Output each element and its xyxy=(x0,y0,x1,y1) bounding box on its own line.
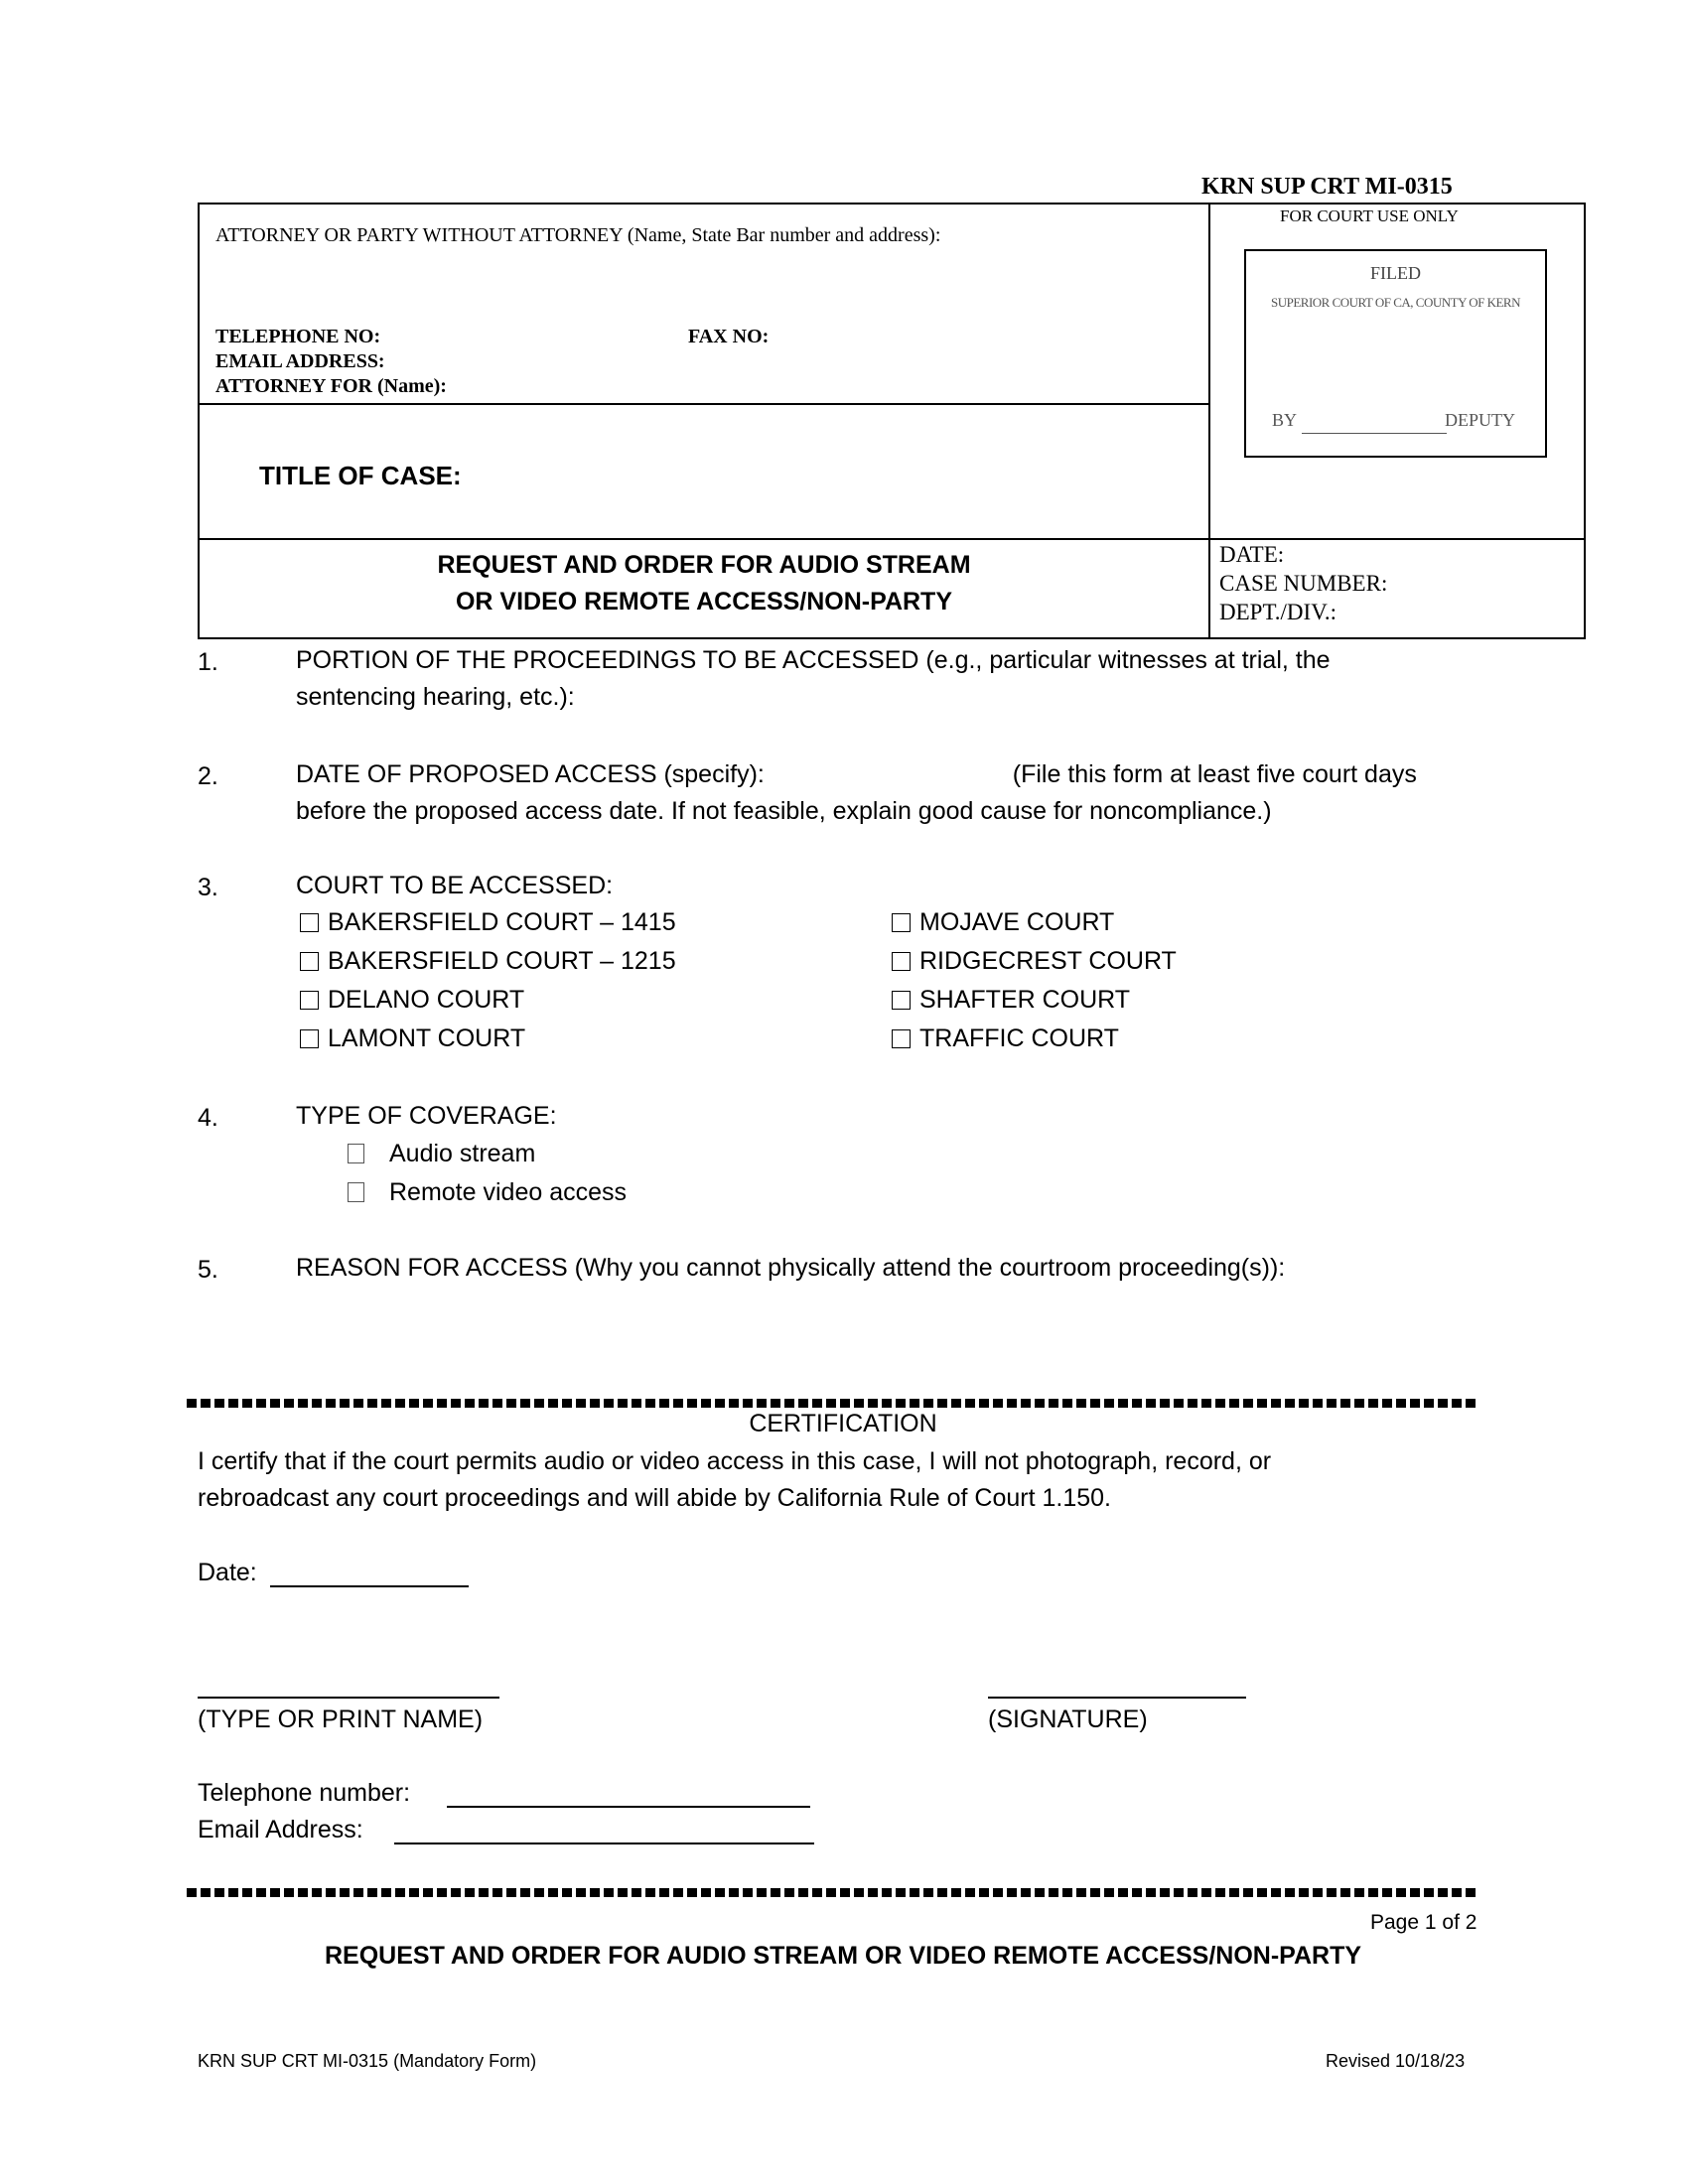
document-title-line1: REQUEST AND ORDER FOR AUDIO STREAM xyxy=(437,551,971,579)
coverage-option-label: Remote video access xyxy=(389,1178,628,1206)
signature-label: (SIGNATURE) xyxy=(988,1706,1148,1733)
court-option-label: BAKERSFIELD COURT – 1415 xyxy=(328,908,676,936)
filed-stamp-box xyxy=(1244,249,1547,458)
checkbox[interactable] xyxy=(348,1182,364,1202)
email-label: EMAIL ADDRESS: xyxy=(215,350,385,372)
court-option-bakersfield-1415[interactable] xyxy=(300,908,676,937)
court-option-ridgecrest[interactable] xyxy=(892,947,1177,976)
item-2-text xyxy=(296,756,1417,830)
coverage-option-video[interactable] xyxy=(348,1178,627,1207)
court-option-label: RIDGECREST COURT xyxy=(919,947,1177,975)
header-divider-title xyxy=(200,538,1584,540)
court-option-label: DELANO COURT xyxy=(328,986,525,1014)
item-3-label: COURT TO BE ACCESSED: xyxy=(296,872,614,899)
cert-email-field[interactable] xyxy=(394,1843,814,1844)
footer-revised: Revised 10/18/23 xyxy=(1326,2051,1466,2071)
checkbox[interactable] xyxy=(300,991,319,1010)
certification-heading: CERTIFICATION xyxy=(749,1410,937,1437)
footer-form-id: KRN SUP CRT MI-0315 (Mandatory Form) xyxy=(198,2051,537,2071)
filed-label: FILED xyxy=(1370,263,1421,283)
attorney-for-label: ATTORNEY FOR (Name): xyxy=(215,375,447,397)
fax-label: FAX NO: xyxy=(688,326,770,347)
footer-title: REQUEST AND ORDER FOR AUDIO STREAM OR VIDEO REMOTE ACCESS/NON-PARTY xyxy=(324,1942,1362,1970)
telephone-label: TELEPHONE NO: xyxy=(215,326,381,347)
cert-telephone-field[interactable] xyxy=(447,1806,810,1808)
coverage-option-audio[interactable] xyxy=(348,1140,535,1168)
page-number: Page 1 of 2 xyxy=(1370,1911,1477,1934)
checkbox[interactable] xyxy=(892,1029,911,1048)
print-name-label: (TYPE OR PRINT NAME) xyxy=(198,1706,484,1733)
certification-line1: I certify that if the court permits audio or video access in this case, I will not photograph, record, or xyxy=(198,1447,1272,1475)
document-title-line2: OR VIDEO REMOTE ACCESS/NON-PARTY xyxy=(455,588,953,615)
date-label: DATE: xyxy=(1219,542,1285,567)
filed-by-label: BY xyxy=(1272,410,1298,430)
court-option-label: TRAFFIC COURT xyxy=(919,1024,1119,1052)
item-4-label: TYPE OF COVERAGE: xyxy=(296,1102,557,1130)
filed-deputy-label: DEPUTY xyxy=(1445,410,1515,430)
cert-date-field[interactable] xyxy=(270,1585,469,1587)
item-2-note: (File this form at least five court days xyxy=(1012,760,1417,788)
document-title xyxy=(200,547,1208,620)
checkbox[interactable] xyxy=(300,913,319,932)
filed-court-name: SUPERIOR COURT OF CA, COUNTY OF KERN xyxy=(1270,295,1520,310)
item-5-number: 5. xyxy=(198,1256,218,1284)
item-3-number: 3. xyxy=(198,874,218,901)
checkbox[interactable] xyxy=(348,1144,364,1163)
form-code-top: KRN SUP CRT MI-0315 xyxy=(1201,174,1453,200)
cert-telephone-label: Telephone number: xyxy=(198,1779,411,1807)
item-1-line1: PORTION OF THE PROCEEDINGS TO BE ACCESSED (e.g., particular witnesses at trial, the xyxy=(296,646,1331,674)
court-option-lamont[interactable] xyxy=(300,1024,525,1053)
court-use-only-label: FOR COURT USE ONLY xyxy=(1280,206,1459,225)
attorney-label: ATTORNEY OR PARTY WITHOUT ATTORNEY (Name, State Bar number and address): xyxy=(215,224,941,246)
court-option-bakersfield-1215[interactable] xyxy=(300,947,676,976)
item-2-line2: before the proposed access date. If not feasible, explain good cause for noncompliance.) xyxy=(296,797,1272,825)
coverage-option-label: Audio stream xyxy=(389,1140,536,1167)
checkbox[interactable] xyxy=(300,1029,319,1048)
court-option-label: LAMONT COURT xyxy=(328,1024,526,1052)
title-of-case-label: TITLE OF CASE: xyxy=(259,461,462,490)
header-divider-vertical xyxy=(1208,205,1210,637)
case-number-label: CASE NUMBER: xyxy=(1219,571,1388,596)
certification-line2: rebroadcast any court proceedings and will abide by California Rule of Court 1.150. xyxy=(198,1484,1111,1512)
court-option-label: MOJAVE COURT xyxy=(919,908,1115,936)
item-4-number: 4. xyxy=(198,1104,218,1132)
item-1-line2: sentencing hearing, etc.): xyxy=(296,683,575,711)
court-option-shafter[interactable] xyxy=(892,986,1130,1015)
checkbox[interactable] xyxy=(892,913,911,932)
signature-field[interactable] xyxy=(988,1697,1246,1699)
dept-label: DEPT./DIV.: xyxy=(1219,600,1336,624)
filed-by-line xyxy=(1302,433,1447,434)
court-option-delano[interactable] xyxy=(300,986,524,1015)
item-1-number: 1. xyxy=(198,648,218,676)
court-option-label: SHAFTER COURT xyxy=(919,986,1131,1014)
checkbox[interactable] xyxy=(892,952,911,971)
dotted-separator-top xyxy=(187,1399,1477,1408)
header-divider-attorney xyxy=(200,403,1208,405)
checkbox[interactable] xyxy=(892,991,911,1010)
court-option-mojave[interactable] xyxy=(892,908,1114,937)
item-2-number: 2. xyxy=(198,762,218,790)
item-5-label: REASON FOR ACCESS (Why you cannot physically attend the courtroom proceeding(s)): xyxy=(296,1254,1286,1282)
caption-header-box xyxy=(198,203,1586,639)
cert-date-label: Date: xyxy=(198,1559,257,1586)
dotted-separator-bottom xyxy=(187,1888,1477,1897)
court-option-label: BAKERSFIELD COURT – 1215 xyxy=(328,947,676,975)
print-name-field[interactable] xyxy=(198,1697,499,1699)
cert-email-label: Email Address: xyxy=(198,1816,363,1843)
court-option-traffic[interactable] xyxy=(892,1024,1119,1053)
item-2-line1 xyxy=(296,756,1417,793)
item-1-text xyxy=(296,642,1331,716)
checkbox[interactable] xyxy=(300,952,319,971)
item-2-label: DATE OF PROPOSED ACCESS (specify): xyxy=(296,760,765,788)
